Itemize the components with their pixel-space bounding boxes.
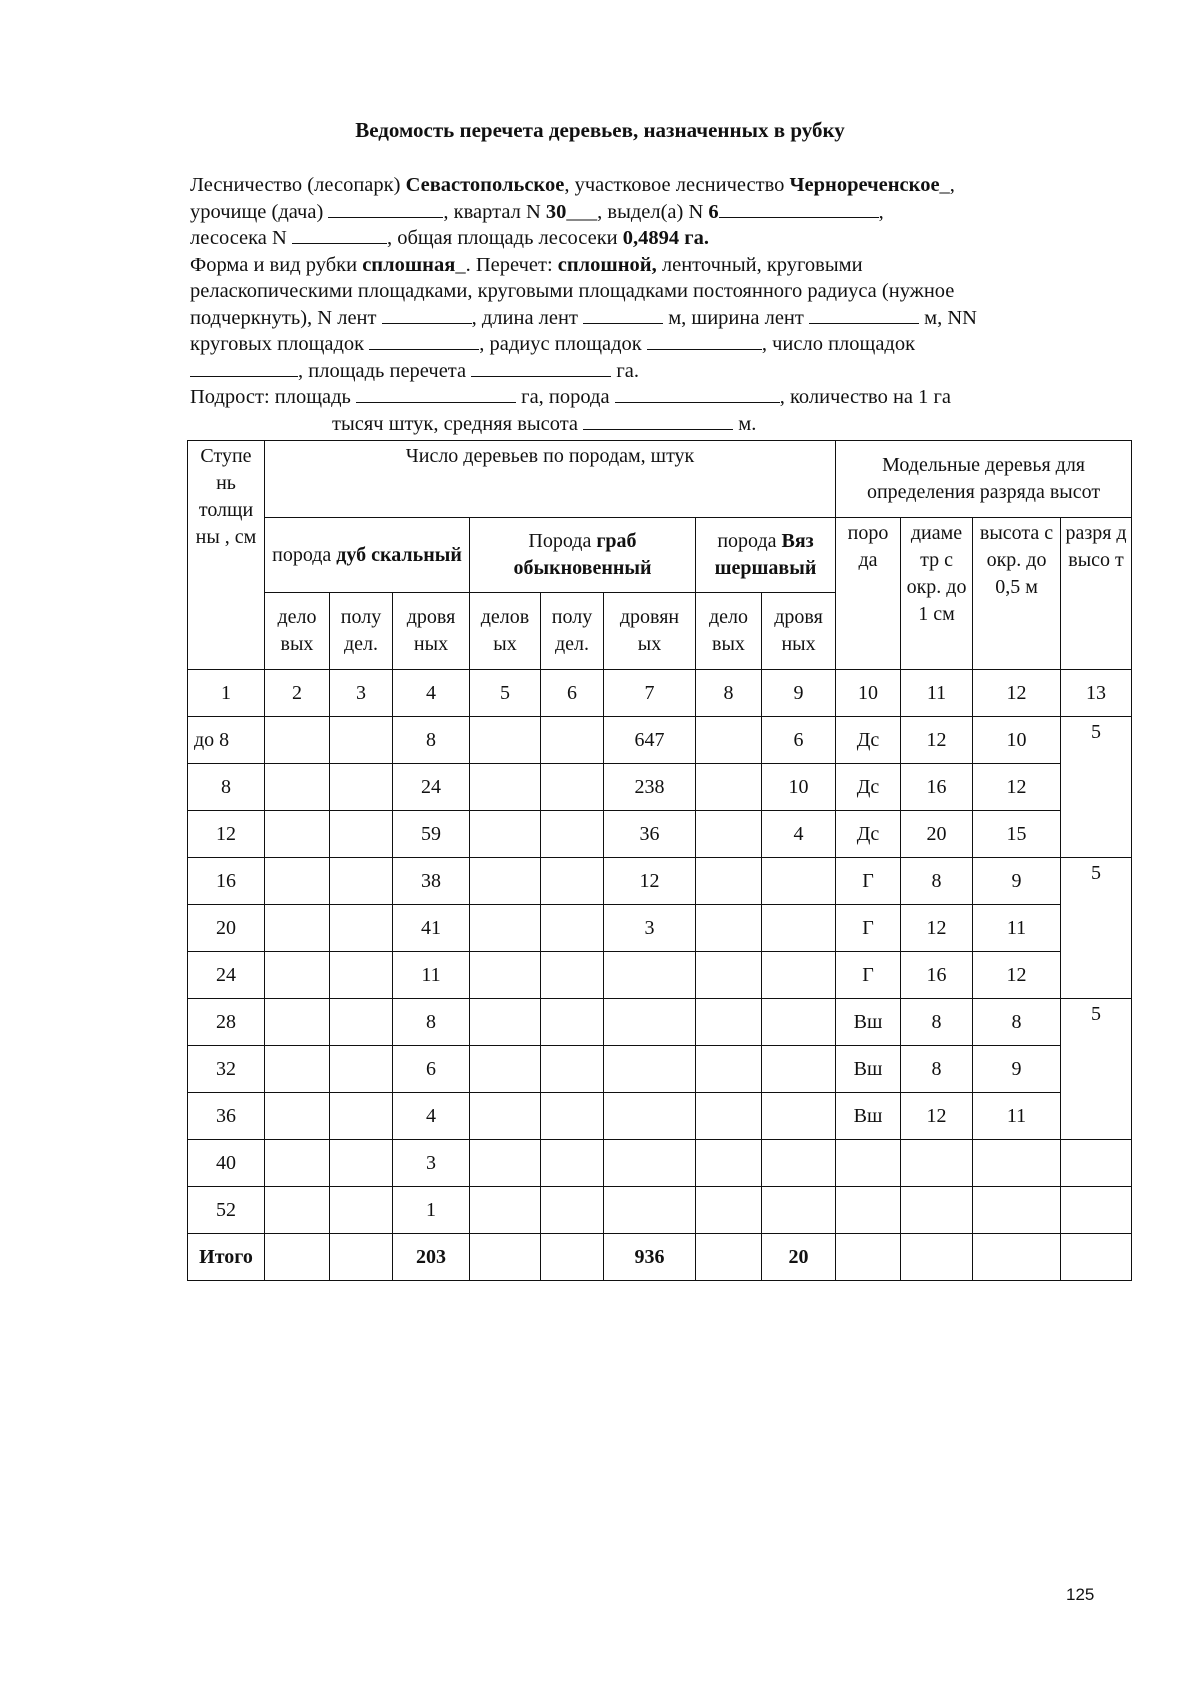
cell (836, 1234, 901, 1281)
cell-model-diameter: 12 (901, 1093, 973, 1140)
cell-step: 16 (188, 858, 265, 905)
cell-model-species: Вш (836, 1046, 901, 1093)
cell (541, 717, 604, 764)
cell (470, 717, 541, 764)
cell-model-height (973, 1187, 1061, 1234)
blank-tract (328, 199, 443, 218)
cell-oak-firewood: 6 (393, 1046, 470, 1093)
col-number: 9 (762, 670, 836, 717)
cell-hornbeam-firewood (604, 999, 696, 1046)
table-row (188, 1140, 1132, 1187)
cell-step: 52 (188, 1187, 265, 1234)
cell (265, 999, 330, 1046)
label-m: м. (733, 412, 757, 435)
cell (265, 811, 330, 858)
cell-hornbeam-firewood (604, 1140, 696, 1187)
blank-undergrowth-area (356, 384, 516, 403)
header-line-4 (190, 252, 1104, 279)
table-row (188, 858, 1132, 905)
cell-model-height: 10 (973, 717, 1061, 764)
cell-model-height (973, 1140, 1061, 1187)
header-line-6 (190, 305, 1104, 332)
cell-model-species (836, 1187, 901, 1234)
cell (696, 858, 762, 905)
cell (330, 1187, 393, 1234)
cell-hornbeam-firewood: 36 (604, 811, 696, 858)
cell (541, 1046, 604, 1093)
cell-step: 36 (188, 1093, 265, 1140)
cell (265, 1093, 330, 1140)
label-enumeration: _. Перечет: (455, 253, 558, 276)
value-cutting-form: сплошная (362, 253, 456, 276)
cell (470, 1234, 541, 1281)
header-height-class: разря д высо т (1061, 518, 1132, 670)
cell-model-species: Дс (836, 811, 901, 858)
cell-model-species: Дс (836, 717, 901, 764)
cell-elm-firewood: 6 (762, 717, 836, 764)
cell-model-species (836, 1140, 901, 1187)
cell (470, 905, 541, 952)
label-forestry: Лесничество (лесопарк) (190, 174, 406, 196)
cell-model-species: Г (836, 905, 901, 952)
value-forestry: Севастопольское (405, 174, 565, 196)
cell-hornbeam-firewood (604, 1046, 696, 1093)
header-line-9 (190, 384, 1104, 411)
value-total-area: 0,4894 га. (622, 227, 709, 249)
cell-height-class: 5 (1061, 717, 1132, 858)
label-plot-radius: , радиус площадок (479, 333, 647, 355)
cell-total-elm: 20 (762, 1234, 836, 1281)
cell (541, 1140, 604, 1187)
value-enumeration: сплошной, (557, 253, 657, 276)
blank-circular-plots (369, 331, 479, 350)
header-form-text (190, 172, 1104, 437)
cell (541, 1187, 604, 1234)
cell-hornbeam-firewood (604, 1093, 696, 1140)
cell (696, 905, 762, 952)
table-row (188, 999, 1132, 1046)
cell (696, 811, 762, 858)
sub-header: делов ых (470, 593, 541, 670)
label-strips: подчеркнуть), N лент (190, 306, 382, 329)
label-ha: га. (611, 359, 640, 382)
cell (541, 764, 604, 811)
cell-model-diameter: 16 (901, 952, 973, 999)
cell-elm-firewood (762, 999, 836, 1046)
table-row (188, 811, 1132, 858)
cell (265, 764, 330, 811)
sub-header: полу дел. (541, 593, 604, 670)
col-number: 7 (604, 670, 696, 717)
text-enumeration-options: ленточный, круговыми (656, 253, 863, 276)
cell (541, 952, 604, 999)
cell (696, 999, 762, 1046)
cell-model-height: 11 (973, 905, 1061, 952)
sub-header: дровя ных (762, 593, 836, 670)
cell-model-height: 15 (973, 811, 1061, 858)
cell (265, 1234, 330, 1281)
col-number: 6 (541, 670, 604, 717)
cell-elm-firewood (762, 1093, 836, 1140)
header-species-oak: порода дуб скальный (265, 518, 470, 593)
header-line-3 (190, 225, 1104, 252)
header-species-hornbeam: Порода граб обыкновенный (470, 518, 696, 593)
table-row (188, 952, 1132, 999)
cell-model-height: 9 (973, 858, 1061, 905)
cell-hornbeam-firewood: 12 (604, 858, 696, 905)
table-row (188, 905, 1132, 952)
cell (330, 717, 393, 764)
cell (470, 999, 541, 1046)
header-model-trees: Модельные деревья для определения разряда высот (836, 441, 1132, 518)
label-tract: урочище (дача) (190, 200, 329, 223)
cell (973, 1234, 1061, 1281)
page-title: Ведомость перечета деревьев, назначенных в рубку (355, 118, 845, 142)
cell (470, 1093, 541, 1140)
sub-header: дровя ных (393, 593, 470, 670)
cell (265, 905, 330, 952)
cell-model-diameter: 8 (901, 999, 973, 1046)
cell (696, 717, 762, 764)
col-number: 3 (330, 670, 393, 717)
sub-header: дело вых (265, 593, 330, 670)
blank-strip-width (809, 305, 919, 324)
col-number: 12 (973, 670, 1061, 717)
cell-model-height: 12 (973, 952, 1061, 999)
cell-oak-firewood: 11 (393, 952, 470, 999)
cell-oak-firewood: 1 (393, 1187, 470, 1234)
cell-elm-firewood (762, 1140, 836, 1187)
cell (541, 811, 604, 858)
sub-header: дровян ых (604, 593, 696, 670)
cell (470, 1187, 541, 1234)
col-number: 4 (393, 670, 470, 717)
cell (1061, 1187, 1132, 1234)
cell-model-height: 9 (973, 1046, 1061, 1093)
cell (541, 905, 604, 952)
label-plot-count: , число площадок (761, 333, 916, 355)
blank-enumeration-area (471, 358, 611, 377)
page-number: 125 (1066, 1585, 1095, 1604)
cell-elm-firewood (762, 1046, 836, 1093)
cell-model-height: 11 (973, 1093, 1061, 1140)
cell-oak-firewood: 8 (393, 717, 470, 764)
cell-model-diameter: 8 (901, 858, 973, 905)
cell (470, 952, 541, 999)
cell-model-diameter (901, 1187, 973, 1234)
label-allotment: ___, выдел(а) N (566, 200, 709, 223)
cell-oak-firewood: 59 (393, 811, 470, 858)
cell (330, 1093, 393, 1140)
label-strip-width: м, ширина лент (663, 306, 809, 329)
cell-model-height: 8 (973, 999, 1061, 1046)
header-line-10 (190, 411, 1104, 438)
cell-model-species: Г (836, 858, 901, 905)
cell-oak-firewood: 41 (393, 905, 470, 952)
col-number: 10 (836, 670, 901, 717)
col-number: 13 (1061, 670, 1132, 717)
label-average-height: тысяч штук, средняя высота (332, 412, 584, 435)
header-poroda: поро да (836, 518, 901, 670)
blank-allotment (719, 199, 879, 218)
cell (265, 1187, 330, 1234)
table-row (188, 717, 1132, 764)
header-line-7 (190, 331, 1104, 358)
cell (696, 1234, 762, 1281)
blank-strip-length (583, 305, 663, 324)
table-row (188, 1093, 1132, 1140)
cell-model-diameter: 12 (901, 717, 973, 764)
cell-step: 40 (188, 1140, 265, 1187)
cell (265, 1046, 330, 1093)
cell (330, 905, 393, 952)
cell (696, 1093, 762, 1140)
cell-step: 32 (188, 1046, 265, 1093)
blank-undergrowth-count (190, 412, 332, 430)
header-line-5: реласкопическими площадками, круговыми площадками постоянного радиуса (нужное (190, 280, 955, 302)
cell (330, 858, 393, 905)
label-total-area: , общая площадь лесосеки (386, 227, 623, 249)
cell-elm-firewood (762, 952, 836, 999)
cell-model-species: Дс (836, 764, 901, 811)
cell-hornbeam-firewood (604, 952, 696, 999)
label-quarter: , квартал N (443, 200, 546, 223)
label-undergrowth-area: Подрост: площадь (190, 386, 357, 408)
label-nn: м, NN (918, 306, 977, 329)
cell-step: 28 (188, 999, 265, 1046)
tree-count-table (187, 440, 1132, 1281)
label-strip-length: , длина лент (471, 306, 584, 329)
col-number: 8 (696, 670, 762, 717)
blank-undergrowth-species (615, 384, 780, 403)
col-number: 1 (188, 670, 265, 717)
label-enumeration-area: , площадь перечета (298, 359, 472, 382)
col-number: 5 (470, 670, 541, 717)
cell (541, 1093, 604, 1140)
header-height: высота с окр. до 0,5 м (973, 518, 1061, 670)
cell-oak-firewood: 38 (393, 858, 470, 905)
cell-total-oak: 203 (393, 1234, 470, 1281)
value-quarter: 30 (545, 200, 567, 223)
cell-model-diameter: 8 (901, 1046, 973, 1093)
cell-model-species: Вш (836, 1093, 901, 1140)
cell (696, 1140, 762, 1187)
cell (330, 764, 393, 811)
header-line-2 (190, 199, 1104, 226)
header-line-8 (190, 358, 1104, 385)
cell-elm-firewood (762, 858, 836, 905)
cell-hornbeam-firewood (604, 1187, 696, 1234)
cell-step: 20 (188, 905, 265, 952)
cell-elm-firewood (762, 905, 836, 952)
cell (901, 1234, 973, 1281)
label-district-forestry: , участковое лесничество (564, 174, 790, 196)
cell (696, 1187, 762, 1234)
cell (1061, 1234, 1132, 1281)
cell-elm-firewood: 10 (762, 764, 836, 811)
header-diameter: диаме тр с окр. до 1 см (901, 518, 973, 670)
cell (330, 952, 393, 999)
cell (470, 858, 541, 905)
cell (265, 717, 330, 764)
cell (541, 999, 604, 1046)
cell (330, 1046, 393, 1093)
col-number: 2 (265, 670, 330, 717)
table-total-row (188, 1234, 1132, 1281)
cell-model-diameter: 16 (901, 764, 973, 811)
cell-hornbeam-firewood: 3 (604, 905, 696, 952)
cell-model-height: 12 (973, 764, 1061, 811)
cell-oak-firewood: 3 (393, 1140, 470, 1187)
cell (470, 1140, 541, 1187)
cell (696, 1046, 762, 1093)
sub-header: полу дел. (330, 593, 393, 670)
cell-model-diameter: 20 (901, 811, 973, 858)
cell (265, 952, 330, 999)
cell (265, 858, 330, 905)
blank-average-height (583, 411, 733, 430)
cell-model-species: Вш (836, 999, 901, 1046)
cell-total-hornbeam: 936 (604, 1234, 696, 1281)
punct: , (878, 200, 884, 223)
cell-step: до 8 (188, 717, 265, 764)
table-row (188, 1046, 1132, 1093)
cell-hornbeam-firewood: 647 (604, 717, 696, 764)
cell-model-species: Г (836, 952, 901, 999)
header-thickness-step: Ступе нь толщи ны , см (188, 441, 265, 670)
cell-total-label: Итого (188, 1234, 265, 1281)
cell (541, 858, 604, 905)
cell (470, 764, 541, 811)
cell (696, 764, 762, 811)
cell (541, 1234, 604, 1281)
cell (330, 999, 393, 1046)
label-circular-plots: круговых площадок (190, 333, 370, 355)
cell-oak-firewood: 8 (393, 999, 470, 1046)
cell (265, 1140, 330, 1187)
cell-step: 24 (188, 952, 265, 999)
value-allotment: 6 (708, 200, 719, 223)
cell-step: 12 (188, 811, 265, 858)
blank-plot-count (190, 358, 298, 377)
punct: _, (939, 174, 955, 196)
label-cutting-area: лесосека N (190, 227, 292, 249)
cell-model-diameter (901, 1140, 973, 1187)
cell-elm-firewood: 4 (762, 811, 836, 858)
column-number-row (188, 670, 1132, 717)
cell-oak-firewood: 4 (393, 1093, 470, 1140)
cell (330, 811, 393, 858)
cell (330, 1234, 393, 1281)
header-species-elm: порода Вяз шершавый (696, 518, 836, 593)
cell-hornbeam-firewood: 238 (604, 764, 696, 811)
header-line-1 (190, 172, 1104, 199)
cell-model-diameter: 12 (901, 905, 973, 952)
table-row (188, 764, 1132, 811)
col-number: 11 (901, 670, 973, 717)
header-tree-count: Число деревьев по породам, штук (265, 441, 836, 518)
cell-step: 8 (188, 764, 265, 811)
sub-header: дело вых (696, 593, 762, 670)
label-undergrowth-count: , количество на 1 га (779, 386, 952, 408)
label-undergrowth-species: га, порода (516, 386, 615, 408)
cell (470, 811, 541, 858)
cell (470, 1046, 541, 1093)
blank-strips (382, 305, 472, 324)
blank-cutting-area (292, 225, 387, 244)
table-row (188, 1187, 1132, 1234)
cell (330, 1140, 393, 1187)
cell-height-class: 5 (1061, 999, 1132, 1140)
cell-oak-firewood: 24 (393, 764, 470, 811)
cell-height-class: 5 (1061, 858, 1132, 999)
cell (1061, 1140, 1132, 1187)
label-cutting-form: Форма и вид рубки (190, 253, 363, 276)
value-district-forestry: Чернореченское (789, 174, 940, 196)
blank-plot-radius (647, 331, 762, 350)
cell-elm-firewood (762, 1187, 836, 1234)
cell (696, 952, 762, 999)
